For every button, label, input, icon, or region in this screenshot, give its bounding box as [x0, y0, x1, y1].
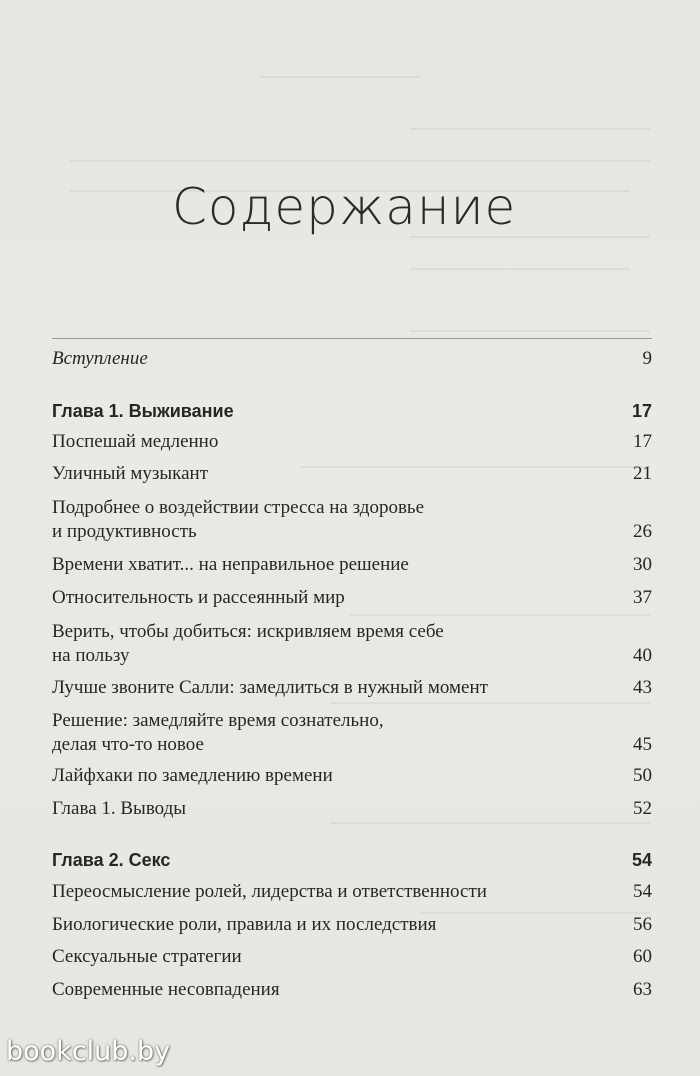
toc-entry-page: 63: [633, 979, 652, 1000]
page-title: Содержание: [172, 178, 517, 236]
toc-chapter-page: 17: [631, 401, 652, 421]
watermark-text: bookclub.by: [6, 1036, 171, 1067]
toc-entry-label: Лучше звоните Салли: замедлиться в нужный момент: [52, 677, 488, 698]
toc-entry-label: Уличный музыкант: [52, 463, 209, 484]
toc-entry-label: Переосмысление ролей, лидерства и ответственности: [52, 881, 487, 902]
toc-entry[interactable]: [52, 945, 652, 969]
toc-chapter-label: Глава 2. Секс: [52, 850, 171, 870]
toc-entry-label: Вступление: [52, 348, 148, 369]
toc-entry-page: 26: [633, 521, 652, 542]
toc-entry[interactable]: [52, 586, 652, 610]
toc-entry[interactable]: [52, 496, 652, 544]
toc-entry-page: 30: [633, 554, 652, 575]
toc-entry-page: 52: [633, 798, 652, 819]
toc-entry-page: 45: [633, 734, 652, 755]
toc-entry[interactable]: [52, 620, 652, 668]
toc-entry-page: 54: [633, 881, 652, 902]
toc-chapter-2[interactable]: [52, 848, 652, 872]
toc-entry-page: 56: [633, 914, 652, 935]
toc-entry-label: Подробнее о воздействии стресса на здоровье и продуктивность: [52, 497, 425, 542]
toc-entry[interactable]: [52, 462, 652, 486]
toc-chapter-page: 54: [631, 850, 652, 870]
toc-entry-label: Времени хватит... на неправильное решение: [52, 554, 409, 575]
toc-entry-page: 60: [633, 946, 652, 967]
toc-entry-label: Верить, чтобы добиться: искривляем время себе на пользу: [52, 621, 444, 666]
toc-entry-page: 21: [633, 463, 652, 484]
toc-entry-page: 43: [633, 677, 652, 698]
toc-entry[interactable]: [52, 430, 652, 454]
toc-entry-page: 17: [633, 431, 652, 452]
toc-entry-introduction[interactable]: [52, 347, 652, 371]
toc-entry[interactable]: [52, 797, 652, 821]
toc-entry-label: Поспешай медленно: [52, 431, 219, 452]
toc-chapter-label: Глава 1. Выживание: [52, 401, 234, 421]
toc-entry[interactable]: [52, 676, 652, 700]
toc-entry-page: 9: [642, 348, 652, 369]
toc-entry-page: 37: [633, 587, 652, 608]
toc-entry-label: Глава 1. Выводы: [52, 798, 187, 819]
toc-entry[interactable]: [52, 978, 652, 1002]
toc-entry-label: Решение: замедляйте время сознательно, делая что-то новое: [52, 710, 384, 755]
toc-entry[interactable]: [52, 709, 652, 757]
toc-entry-label: Сексуальные стратегии: [52, 946, 242, 967]
toc-entry-label: Относительность и рассеянный мир: [52, 587, 345, 608]
toc-divider: [52, 338, 652, 339]
toc-entry-page: 40: [633, 645, 652, 666]
toc-entry[interactable]: [52, 880, 652, 904]
toc-entry-label: Лайфхаки по замедлению времени: [52, 765, 333, 786]
toc-entry-page: 50: [633, 765, 652, 786]
toc-chapter-1[interactable]: [52, 399, 652, 423]
toc-entry[interactable]: [52, 553, 652, 577]
toc-entry-label: Биологические роли, правила и их последствия: [52, 914, 437, 935]
toc-entry-label: Современные несовпадения: [52, 979, 280, 1000]
toc-entry[interactable]: [52, 764, 652, 788]
toc-entry[interactable]: [52, 913, 652, 937]
